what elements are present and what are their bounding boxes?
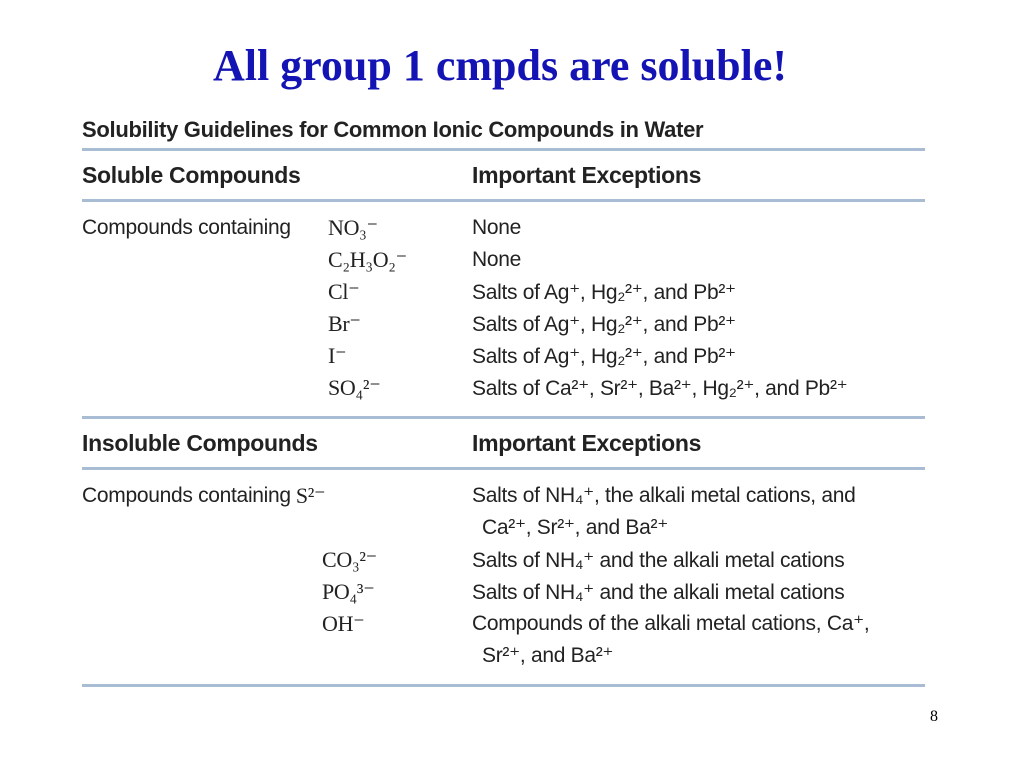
row-exception: None [472,248,522,271]
anion-formula: NO₃⁻ [328,215,378,240]
slide-title: All group 1 cmpds are soluble! [212,41,788,90]
row-exception: Salts of NH₄⁺ and the alkali metal cations [472,580,845,604]
row-exception: Salts of Ag⁺, Hg₂²⁺, and Pb²⁺ [472,280,736,304]
table-row [82,212,925,244]
table-row [82,308,925,340]
row-exception: Salts of NH₄⁺ and the alkali metal cations [472,548,845,572]
table-row [82,244,925,276]
insoluble-section-header [82,419,925,467]
row-exception: Salts of Ca²⁺, Sr²⁺, Ba²⁺, Hg₂²⁺, and Pb²⁺ [472,376,848,400]
row-lead: Compounds containing [82,484,291,507]
insoluble-compounds-heading: Insoluble Compounds [82,429,318,456]
exception-line-2: Ca²⁺, Sr²⁺, and Ba²⁺ [482,516,668,539]
divider [82,684,925,687]
table-row [82,608,925,672]
anion-formula: Cl⁻ [328,279,360,304]
anion-formula: Br⁻ [328,311,361,336]
soluble-section-header [82,151,925,199]
soluble-compounds-heading: Soluble Compounds [82,161,301,188]
anion-formula: CO₃²⁻ [322,547,377,572]
solubility-table [82,112,925,687]
anion-formula: SO₄²⁻ [328,375,381,400]
row-exception [472,480,925,544]
row-exception [472,608,925,672]
table-row [82,544,925,576]
table-row [82,480,925,544]
exception-line-1: Compounds of the alkali metal cations, Ca⁺, [472,612,870,635]
table-row [82,340,925,372]
soluble-rows [82,202,925,416]
row-exception: Salts of Ag⁺, Hg₂²⁺, and Pb²⁺ [472,344,736,368]
row-lead: Compounds containing [82,216,291,239]
insoluble-exceptions-heading: Important Exceptions [472,429,702,456]
anion-formula: PO₄³⁻ [322,579,375,604]
anion-formula: OH⁻ [322,611,365,636]
anion-formula: C₂H₃O₂⁻ [328,247,407,272]
table-row [82,576,925,608]
row-exception: Salts of Ag⁺, Hg₂²⁺, and Pb²⁺ [472,312,736,336]
anion-formula: I⁻ [328,343,347,368]
insoluble-rows [82,470,925,684]
soluble-exceptions-heading: Important Exceptions [472,161,702,188]
table-row [82,276,925,308]
row-exception: None [472,216,522,239]
anion-formula: S²⁻ [295,483,326,508]
exception-line-1: Salts of NH₄⁺, the alkali metal cations, and [472,484,856,507]
table-caption: Solubility Guidelines for Common Ionic Compounds in Water [82,117,704,142]
table-row [82,372,925,404]
exception-line-2: Sr²⁺, and Ba²⁺ [482,644,614,667]
page-number: 8 [930,708,938,725]
